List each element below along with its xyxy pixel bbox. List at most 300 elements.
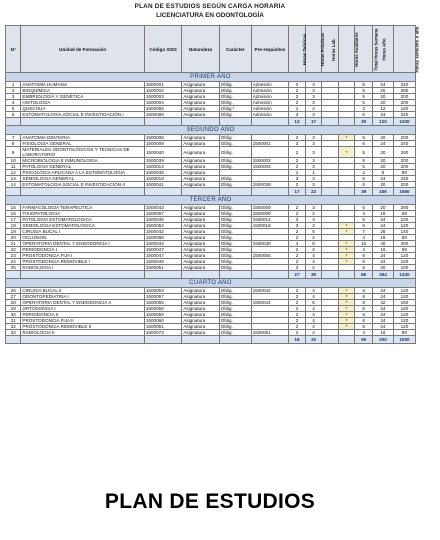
table-cell: Asignatura xyxy=(182,312,219,318)
table-cell: 1500001 xyxy=(251,141,288,147)
total-cell: 39 xyxy=(305,271,322,279)
total-cell xyxy=(21,336,144,344)
table-cell: 1500042 xyxy=(144,229,181,235)
table-cell: 3 xyxy=(305,217,322,223)
total-cell: 156 xyxy=(372,188,393,196)
total-cell xyxy=(322,336,339,344)
table-cell: 6 xyxy=(6,112,21,118)
table-cell: Asignatura xyxy=(182,294,219,300)
table-cell: 120 xyxy=(393,312,415,318)
table-cell: 120 xyxy=(393,253,415,259)
table-cell: 1500005 xyxy=(251,253,288,259)
table-cell: ORTODONCIA I xyxy=(21,306,144,312)
table-cell: 1500018 xyxy=(251,223,288,229)
table-cell: 6 xyxy=(355,217,373,223)
table-cell: 2 xyxy=(6,88,21,94)
table-cell: 5 xyxy=(6,106,21,112)
table-cell: HISTOLOGÍA xyxy=(21,100,144,106)
table-cell: Oblig. xyxy=(219,176,251,182)
table-cell: 6 xyxy=(355,223,373,229)
overlay-caption: PLAN DE ESTUDIOS xyxy=(104,490,316,513)
table-cell: Asignatura xyxy=(182,176,219,182)
table-cell: Oblig. xyxy=(219,112,251,118)
table-cell: Asignatura xyxy=(182,82,219,88)
table-cell: 1500038 xyxy=(251,182,288,188)
table-cell: 10 xyxy=(6,158,21,164)
total-cell xyxy=(251,188,288,196)
table-cell: 120 xyxy=(393,306,415,312)
table-cell: 23 xyxy=(6,253,21,259)
section-header xyxy=(6,279,416,288)
table-cell: 5 xyxy=(355,100,373,106)
table-cell: Asignatura xyxy=(182,158,219,164)
section-total-row xyxy=(6,118,416,126)
column-header-label: Horas semestre o año xyxy=(414,26,420,72)
total-cell: 1560 xyxy=(393,188,415,196)
table-cell: 80 xyxy=(393,330,415,336)
total-cell xyxy=(322,271,339,279)
table-cell: 24 xyxy=(372,141,393,147)
table-cell: 5 xyxy=(355,88,373,94)
table-cell: 1500041 xyxy=(144,182,181,188)
table-cell: 6 xyxy=(355,141,373,147)
table-cell: 1500047 xyxy=(144,247,181,253)
table-cell: FISIOPATOLOGIA xyxy=(21,211,144,217)
section-header xyxy=(6,73,416,82)
table-cell: 24 xyxy=(372,223,393,229)
table-cell: 4 xyxy=(305,294,322,300)
table-cell: 6 xyxy=(305,300,322,306)
total-cell: 39 xyxy=(355,188,373,196)
table-cell: 2 xyxy=(289,135,306,141)
column-header xyxy=(393,26,420,73)
table-cell: 9 xyxy=(6,147,21,158)
table-cell: 25 xyxy=(6,265,21,271)
total-cell: 27 xyxy=(289,271,306,279)
section-title: PRIMER AÑO xyxy=(6,73,416,82)
table-cell: Asignatura xyxy=(182,211,219,217)
table-cell: 1500047 xyxy=(144,253,181,259)
table-cell: Oblig. xyxy=(219,158,251,164)
table-cell: 6 xyxy=(355,324,373,330)
total-cell: 1200 xyxy=(393,118,415,126)
total-cell xyxy=(219,336,251,344)
table-cell: 5 xyxy=(355,182,373,188)
table-cell: 19 xyxy=(6,229,21,235)
table-cell: 2 xyxy=(289,324,306,330)
table-cell: 1500059 xyxy=(144,312,181,318)
total-cell xyxy=(21,188,144,196)
table-cell: 3 xyxy=(305,94,322,100)
table-cell: * xyxy=(338,300,355,306)
column-header: Unidad de Formación xyxy=(21,26,144,73)
table-cell: 32 xyxy=(372,300,393,306)
table-cell: RADIOLOGIA II xyxy=(21,330,144,336)
table-cell: 2 xyxy=(305,235,322,241)
total-cell: 264 xyxy=(372,271,393,279)
table-cell: 200 xyxy=(393,182,415,188)
total-cell xyxy=(251,118,288,126)
table-cell: 6 xyxy=(355,259,373,265)
table-cell: 1500051 xyxy=(144,265,181,271)
table-cell: Oblig. xyxy=(219,300,251,306)
table-cell: 6 xyxy=(355,288,373,294)
table-cell: 22 xyxy=(6,247,21,253)
table-cell: ESTOMATOLOGIA SOCIAL E INVESTIGACION II xyxy=(21,182,144,188)
table-cell: Asignatura xyxy=(182,247,219,253)
table-cell: 24 xyxy=(372,306,393,312)
table-cell: FARMACOLOGIA TERAPEUTICA xyxy=(21,205,144,211)
table-cell: 1500001 xyxy=(144,82,181,88)
table-cell: * xyxy=(338,253,355,259)
table-cell: 3 xyxy=(305,182,322,188)
table-cell: 20 xyxy=(372,94,393,100)
total-cell xyxy=(21,271,144,279)
table-cell: 1500039 xyxy=(144,158,181,164)
table-cell: 8 xyxy=(372,170,393,176)
section-title: CUARTO AÑO xyxy=(6,279,416,288)
table-cell: 14 xyxy=(6,182,21,188)
table-cell: 4 xyxy=(305,318,322,324)
table-cell: * xyxy=(338,223,355,229)
table-cell: 20 xyxy=(372,147,393,158)
table-cell: Oblig. xyxy=(219,247,251,253)
table-cell: * xyxy=(338,247,355,253)
table-cell: 3 xyxy=(305,112,322,118)
total-cell: 22 xyxy=(305,188,322,196)
table-cell: 4 xyxy=(355,330,373,336)
table-cell: Oblig.* xyxy=(219,106,251,112)
table-cell: Asignatura xyxy=(182,205,219,211)
table-cell: 1500002 xyxy=(144,88,181,94)
table-cell: 2 xyxy=(289,147,306,158)
table-cell: 2 xyxy=(289,94,306,100)
table-cell: 2 xyxy=(289,164,306,170)
total-cell xyxy=(338,336,355,344)
column-header-label: Horas Teóricas xyxy=(302,33,308,65)
total-cell xyxy=(6,188,21,196)
table-cell: 1500044 xyxy=(251,300,288,306)
table-cell: 28 xyxy=(372,229,393,235)
table-cell: Oblig. xyxy=(219,235,251,241)
table-cell: 18 xyxy=(6,223,21,229)
table-cell: 2 xyxy=(305,247,322,253)
table-cell: 200 xyxy=(393,158,415,164)
table-cell: 120 xyxy=(393,288,415,294)
table-cell: 2 xyxy=(289,318,306,324)
total-cell xyxy=(251,271,288,279)
table-cell: Oblig. xyxy=(219,100,251,106)
total-cell: 30 xyxy=(355,118,373,126)
table-cell: 140 xyxy=(393,229,415,235)
table-cell: PROSTODONCIA FIJA II xyxy=(21,318,144,324)
table-cell: 1500088 xyxy=(144,112,181,118)
table-cell: Oblig. xyxy=(219,94,251,100)
table-cell: 24 xyxy=(6,259,21,265)
table-cell: 5 xyxy=(355,158,373,164)
table-cell: * xyxy=(338,135,355,141)
table-cell: 1500057 xyxy=(144,294,181,300)
table-cell: 2 xyxy=(289,253,306,259)
table-cell: Asignatura xyxy=(182,94,219,100)
table-cell: Oblig. xyxy=(219,205,251,211)
table-cell: 5 xyxy=(355,265,373,271)
column-header: Pre-requisitos xyxy=(251,26,288,73)
total-cell xyxy=(322,188,339,196)
table-cell: 120 xyxy=(393,106,415,112)
table-cell: 1500049 xyxy=(144,259,181,265)
total-cell: 1000 xyxy=(393,336,415,344)
total-cell xyxy=(144,188,181,196)
table-cell: Oblig. xyxy=(219,211,251,217)
table-cell: Oblig. xyxy=(219,253,251,259)
column-header: N° xyxy=(6,26,21,73)
table-cell: Oblig. xyxy=(219,318,251,324)
table-cell: 1500003 xyxy=(144,94,181,100)
curriculum-table xyxy=(5,25,420,344)
document-subtitle: LICENCIATURA EN ODONTOLOGÍA xyxy=(156,12,264,19)
table-cell: 1500042 xyxy=(251,288,288,294)
table-cell: 31 xyxy=(6,318,21,324)
table-cell: Oblig. xyxy=(219,82,251,88)
table-cell: 4 xyxy=(289,241,306,247)
total-cell xyxy=(144,118,181,126)
table-cell: 8 xyxy=(6,141,21,147)
table-cell: Oblig. xyxy=(219,259,251,265)
table-cell: 3 xyxy=(305,176,322,182)
table-cell: Oblig. xyxy=(219,229,251,235)
table-cell: 2 xyxy=(289,259,306,265)
total-cell: 18 xyxy=(289,336,306,344)
total-cell: 50 xyxy=(355,336,373,344)
table-cell: 3 xyxy=(305,100,322,106)
table-cell: Admisión xyxy=(251,94,288,100)
total-cell xyxy=(6,118,21,126)
table-cell: 24 xyxy=(372,253,393,259)
table-cell: 2 xyxy=(289,247,306,253)
table-cell: CIRUGIA BUCAL I xyxy=(21,229,144,235)
table-cell: PERIODONCIA II xyxy=(21,312,144,318)
table-cell: 3 xyxy=(305,223,322,229)
table-cell: 2 xyxy=(305,265,322,271)
table-cell: 20 xyxy=(372,265,393,271)
table-cell: QUECHUA xyxy=(21,106,144,112)
table-cell: 3 xyxy=(289,265,306,271)
table-cell: 20 xyxy=(372,135,393,141)
table-cell: OCLUSION xyxy=(21,235,144,241)
table-cell: 3 xyxy=(305,88,322,94)
table-cell: Oblig. xyxy=(219,265,251,271)
table-cell: 24 xyxy=(372,324,393,330)
table-cell: Oblig. xyxy=(219,241,251,247)
table-cell: 1500073 xyxy=(144,330,181,336)
table-cell: CIRUGIA BUCAL II xyxy=(21,288,144,294)
table-cell: 2 xyxy=(305,330,322,336)
table-cell: PATOLOGIA ESTOMATOLOGICA xyxy=(21,217,144,223)
table-cell: 16 xyxy=(372,247,393,253)
column-header-label: Horas Auxiliares xyxy=(353,31,359,67)
total-cell xyxy=(182,336,219,344)
table-cell: 5 xyxy=(355,205,373,211)
table-cell: Admisión xyxy=(251,82,288,88)
table-cell: 20 xyxy=(372,158,393,164)
table-cell: 4 xyxy=(305,312,322,318)
table-cell: * xyxy=(338,324,355,330)
table-cell: Admisión xyxy=(251,106,288,112)
table-cell: 2 xyxy=(289,288,306,294)
table-cell: 24 xyxy=(372,217,393,223)
table-cell: PROSTODONCIA REMOVIBLE I xyxy=(21,259,144,265)
table-cell: Oblig. xyxy=(219,324,251,330)
table-cell: 2 xyxy=(289,158,306,164)
table-cell: 1500087 xyxy=(144,211,181,217)
table-cell: Asignatura xyxy=(182,288,219,294)
total-cell xyxy=(338,118,355,126)
table-cell: 8 xyxy=(355,300,373,306)
table-cell: 2 xyxy=(289,235,306,241)
table-cell: 12 xyxy=(372,106,393,112)
table-cell: 1500008 xyxy=(144,135,181,141)
total-cell xyxy=(251,336,288,344)
table-cell: 3 xyxy=(305,158,322,164)
table-cell xyxy=(322,147,339,158)
table-cell: 1500009 xyxy=(144,141,181,147)
table-cell: 3 xyxy=(289,112,306,118)
table-cell: 120 xyxy=(393,259,415,265)
table-cell: 1500045 xyxy=(144,217,181,223)
table-cell: 24 xyxy=(372,259,393,265)
table-cell: 2 xyxy=(289,306,306,312)
column-header: Carácter xyxy=(219,26,251,73)
table-cell: Asignatura xyxy=(182,306,219,312)
table-cell: Asignatura xyxy=(182,324,219,330)
table-cell: Oblig. xyxy=(219,306,251,312)
table-cell: Asignatura xyxy=(182,253,219,259)
table-cell: 1500014 xyxy=(144,164,181,170)
total-cell xyxy=(182,118,219,126)
table-cell: 28 xyxy=(6,300,21,306)
table-cell: Oblig. xyxy=(219,330,251,336)
table-cell: 1500018 xyxy=(144,176,181,182)
table-cell: Asignatura xyxy=(182,106,219,112)
table-cell: 1500060 xyxy=(144,318,181,324)
table-cell: ANATOMIA DENTARIA xyxy=(21,135,144,141)
total-cell xyxy=(219,118,251,126)
table-cell: Asignatura xyxy=(182,265,219,271)
table-cell: 21 xyxy=(6,241,21,247)
table-cell: 5 xyxy=(355,135,373,141)
total-cell: 120 xyxy=(372,118,393,126)
table-cell: 20 xyxy=(372,164,393,170)
total-cell xyxy=(338,188,355,196)
table-cell: 1500040 xyxy=(251,241,288,247)
column-header: Naturaleza xyxy=(182,26,219,73)
table-cell xyxy=(251,147,288,158)
table-cell: 200 xyxy=(393,241,415,247)
table-cell: 1500055 xyxy=(144,300,181,306)
table-cell: Oblig. xyxy=(219,164,251,170)
table-cell: 24 xyxy=(372,318,393,324)
table-cell: 120 xyxy=(393,318,415,324)
table-cell: 2 xyxy=(289,330,306,336)
table-cell: 200 xyxy=(393,205,415,211)
table-cell: ANATOMÍA HUMANA xyxy=(21,82,144,88)
column-header-label: Horas Lab. xyxy=(331,37,337,61)
table-cell: 3 xyxy=(6,94,21,100)
table-cell: 2 xyxy=(289,312,306,318)
total-cell xyxy=(6,271,21,279)
table-cell: Asignatura xyxy=(182,141,219,147)
table-cell: 20 xyxy=(372,88,393,94)
table-cell: 10 xyxy=(355,241,373,247)
column-header-label: Horas Año xyxy=(381,37,387,61)
column-header xyxy=(305,26,325,73)
table-cell: 6 xyxy=(355,112,373,118)
table-cell: 2 xyxy=(289,182,306,188)
table-cell: Oblig. xyxy=(219,88,251,94)
table-cell: 24 xyxy=(372,82,393,88)
table-cell: 1500044 xyxy=(144,241,181,247)
table-cell: 1 xyxy=(305,170,322,176)
table-cell: 1500014 xyxy=(251,217,288,223)
total-cell xyxy=(219,271,251,279)
table-cell: 1500009 xyxy=(251,211,288,217)
table-cell: 5 xyxy=(355,94,373,100)
table-cell: 27 xyxy=(6,294,21,300)
section-total-row xyxy=(6,336,416,344)
table-cell: BIOQUÍMICA xyxy=(21,88,144,94)
table-cell: 200 xyxy=(393,88,415,94)
section-header xyxy=(6,196,416,205)
section-title: SEGUNDO AÑO xyxy=(6,126,416,135)
table-cell: Oblig. xyxy=(219,312,251,318)
table-cell: 1500051 xyxy=(251,330,288,336)
total-cell xyxy=(338,271,355,279)
table-cell: 5 xyxy=(355,147,373,158)
table-cell: 4 xyxy=(355,247,373,253)
column-header xyxy=(289,26,306,73)
table-cell: 7 xyxy=(6,135,21,141)
total-cell: 1320 xyxy=(393,271,415,279)
section-total-row xyxy=(6,188,416,196)
table-cell: 80 xyxy=(393,235,415,241)
table-cell: 3 xyxy=(289,217,306,223)
table-cell: 120 xyxy=(393,294,415,300)
column-header-label: Horas Prácticas xyxy=(319,32,325,66)
table-cell: 120 xyxy=(393,217,415,223)
column-header: Código SISS xyxy=(144,26,181,73)
table-cell: 5 xyxy=(305,229,322,235)
table-cell: 200 xyxy=(393,135,415,141)
table-cell: FISIOLOGIA GENERAL xyxy=(21,141,144,147)
table-cell: 240 xyxy=(393,176,415,182)
table-cell: MATERIALES ODONTOLOGICOS Y TECNICAS DE LABORATORIO xyxy=(21,147,144,158)
table-cell: 3 xyxy=(305,135,322,141)
table-cell: Oblig. xyxy=(219,288,251,294)
total-cell xyxy=(144,336,181,344)
table-cell: 3 xyxy=(305,141,322,147)
table-cell: 1500009 xyxy=(251,205,288,211)
table-cell: 1500040 xyxy=(144,147,181,158)
table-cell: 3 xyxy=(305,205,322,211)
table-cell: 240 xyxy=(393,82,415,88)
table-cell: 2 xyxy=(289,211,306,217)
table-cell: 26 xyxy=(6,288,21,294)
table-cell: 1500052 xyxy=(144,223,181,229)
table-cell: * xyxy=(338,312,355,318)
table-cell: * xyxy=(338,318,355,324)
table-cell: 2 xyxy=(289,300,306,306)
